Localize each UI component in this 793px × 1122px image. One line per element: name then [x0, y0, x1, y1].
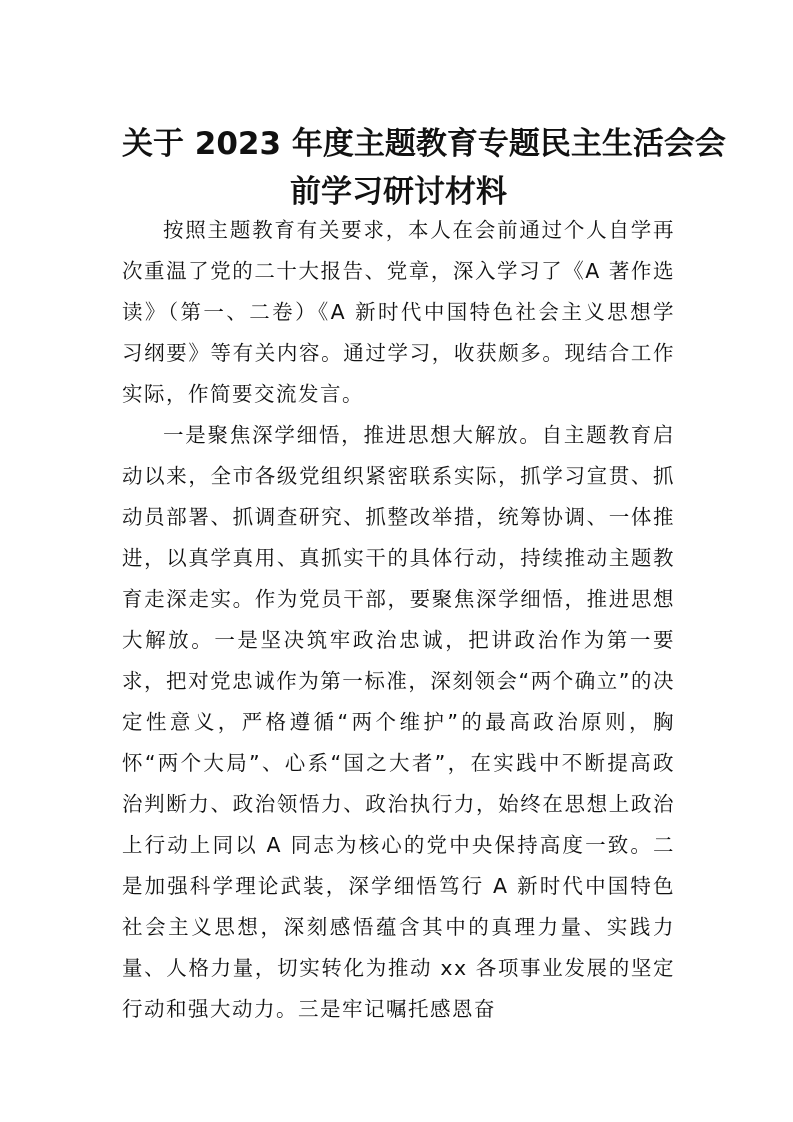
title-line-1: 关于 2023 年度主题教育专题民主生活会会 — [122, 126, 726, 162]
document-body — [122, 210, 675, 1030]
title-line-2: 前学习研讨材料 — [290, 174, 507, 210]
paragraph-intro: 按照主题教育有关要求，本人在会前通过个人自学再次重温了党的二十大报告、党章，深入学习了《A 著作选读》（第一、二卷）《A 新时代中国特色社会主义思想学习纲要》等有关内容。通过学习，收获颇多。现结合工作实际，作简要交流发言。 — [122, 218, 675, 406]
paragraph-point-one: 一是聚焦深学细悟，推进思想大解放。自主题教育启动以来，全市各级党组织紧密联系实际，抓学习宣贯、抓动员部署、抓调查研究、抓整改举措，统筹协调、一体推进，以真学真用、真抓实干的具体行动，持续推动主题教育走深走实。作为党员干部，要聚焦深学细悟，推进思想大解放。一是坚决筑牢政治忠诚，把讲政治作为第一要求，把对党忠诚作为第一标准，深刻领会“两个确立”的决定性意义，严格遵循“两个维护”的最高政治原则，胸怀“两个大局”、心系“国之大者”，在实践中不断提高政治判断力、政治领悟力、政治执行力，始终在思想上政治上行动上同以 A 同志为核心的党中央保持高度一致。二是加强科学理论武装，深学细悟笃行 A 新时代中国特色社会主义思想，深刻感悟蕴含其中的真理力量、实践力量、人格力量，切实转化为推动 xx 各项事业发展的坚定行动和强大动力。三是牢记嘱托感恩奋 — [122, 423, 675, 1021]
document-title — [122, 120, 726, 216]
